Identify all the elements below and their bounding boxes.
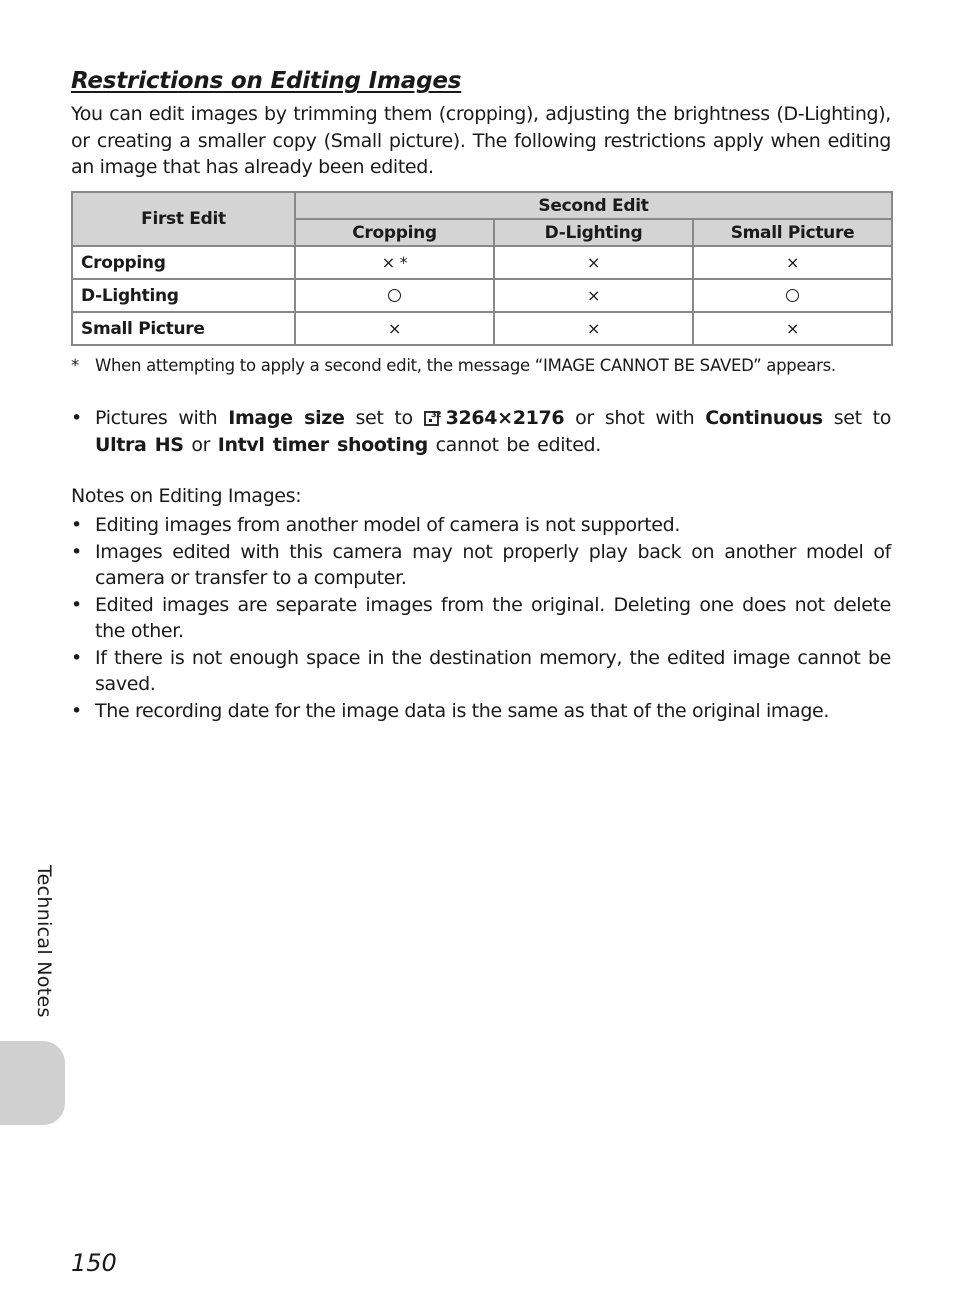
table-row [72, 279, 892, 312]
table-header-row [72, 192, 892, 219]
section-tab [0, 1041, 65, 1125]
table-cell [295, 279, 494, 312]
notes-heading: Notes on Editing Images: [71, 485, 302, 507]
table-row [72, 312, 892, 345]
row-header: Small Picture [72, 312, 295, 345]
restriction-list [71, 405, 891, 458]
list-item: • Images edited with this camera may not properly play back on another model of camera or transfer to a computer. [71, 539, 891, 592]
row-header: Cropping [72, 246, 295, 279]
page-number: 150 [71, 1249, 117, 1277]
section-side-label: Technical Notes [33, 865, 55, 1018]
list-item: • Pictures with Image size set to 3 2 3264×2176 or shot with Continuous set to Ultra HS or Intvl timer shooting cannot be edited. [71, 405, 891, 458]
table-footnote [71, 356, 901, 375]
table-cell: × [693, 246, 892, 279]
column-header: Small Picture [693, 219, 892, 246]
svg-text:3: 3 [430, 410, 436, 419]
notes-list [71, 512, 891, 724]
footnote-text: When attempting to apply a second edit, the message “IMAGE CANNOT BE SAVED” appears. [95, 356, 836, 375]
table-cell: × * [295, 246, 494, 279]
table-cell: × [295, 312, 494, 345]
circle-mark [786, 289, 799, 302]
list-item: • If there is not enough space in the destination memory, the edited image cannot be saved. [71, 645, 891, 698]
list-item: • The recording date for the image data is the same as that of the original image. [71, 698, 891, 725]
list-item: • Edited images are separate images from the original. Deleting one does not delete the other. [71, 592, 891, 645]
column-header: Cropping [295, 219, 494, 246]
footnote-marker: * [71, 356, 79, 375]
section-title: Restrictions on Editing Images [71, 68, 462, 94]
column-header: D-Lighting [494, 219, 693, 246]
image-size-3-2-icon [424, 408, 442, 427]
table-cell: × [494, 246, 693, 279]
table-cell: × [494, 312, 693, 345]
intro-paragraph: You can edit images by trimming them (cropping), adjusting the brightness (D-Lighting), or creating a smaller copy (Small picture). The following restrictions apply when editing an image that has already been edited. [71, 103, 891, 178]
first-edit-header: First Edit [72, 192, 295, 246]
circle-mark [388, 289, 401, 302]
table-cell: × [693, 312, 892, 345]
row-header: D-Lighting [72, 279, 295, 312]
edit-restrictions-table [71, 191, 893, 346]
table-row [72, 246, 892, 279]
table-cell [693, 279, 892, 312]
svg-text:2: 2 [435, 410, 441, 419]
list-item: • Editing images from another model of camera is not supported. [71, 512, 891, 539]
table-cell: × [494, 279, 693, 312]
second-edit-header: Second Edit [295, 192, 892, 219]
